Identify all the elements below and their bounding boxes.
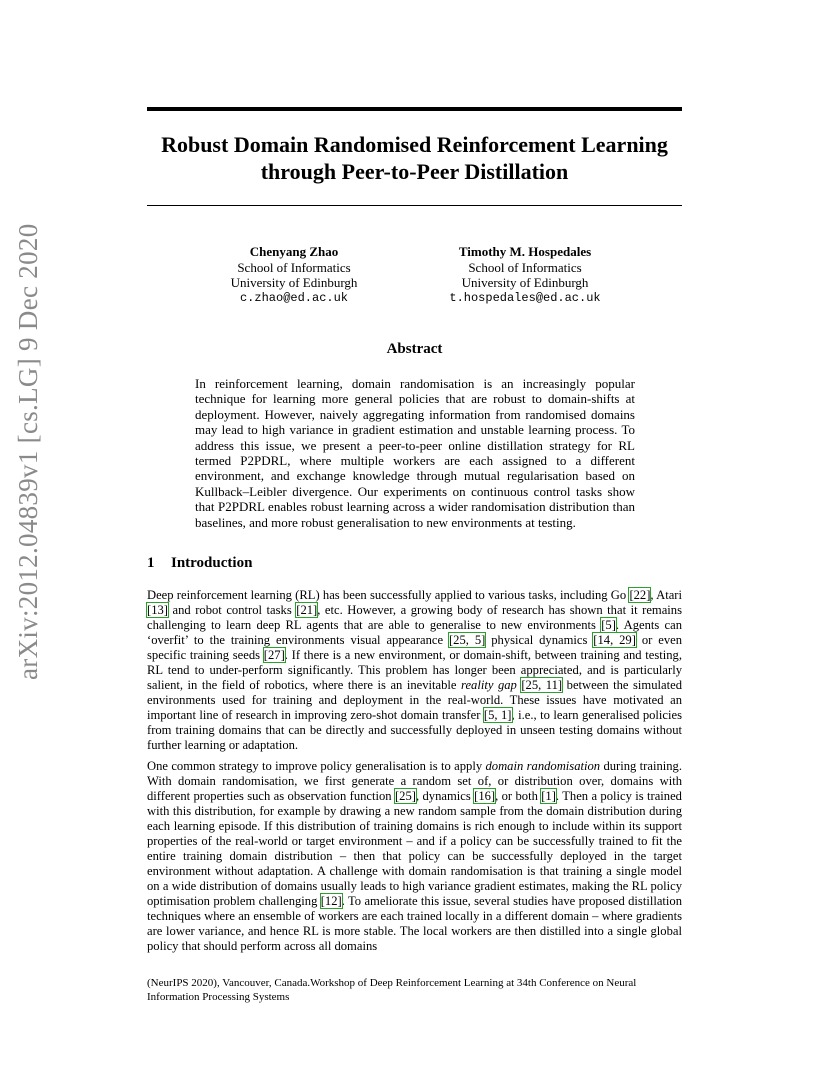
- abstract-heading: Abstract: [386, 341, 443, 357]
- citation-link[interactable]: [16]: [474, 789, 496, 803]
- citation-link[interactable]: [25]: [394, 789, 416, 803]
- citation-link[interactable]: [5]: [601, 618, 616, 632]
- author-email[interactable]: t.hospedales@ed.ac.uk: [449, 290, 601, 305]
- text-run: or even specific training seeds: [147, 633, 683, 662]
- text-run: physical dynamics: [485, 633, 594, 647]
- text-run: . If there is a new environment, or domain-shift, between training and testing, RL tend to under-perform significantly. This problem has longer been appreciated, and is particularly salient, in the field of robotics, where there is an inevitable: [147, 648, 683, 692]
- citation-link[interactable]: [12]: [320, 894, 342, 908]
- author-block-2: [440, 244, 610, 306]
- citation-link[interactable]: [14, 29]: [593, 633, 636, 647]
- text-run: , or both: [495, 789, 542, 803]
- author-email[interactable]: c.zhao@ed.ac.uk: [239, 290, 349, 305]
- text-run: during training. With domain randomisation, we first generate a random set of, or distribution over, domains with different properties such as observation function: [147, 759, 682, 803]
- title-line-2: through Peer-to-Peer Distillation: [260, 159, 569, 184]
- citation-link[interactable]: [27]: [263, 648, 285, 662]
- author-university: University of Edinburgh: [230, 275, 358, 290]
- section-heading-introduction: [147, 555, 252, 572]
- section-title: Introduction: [171, 555, 253, 571]
- text-run: . Agents can ‘overfit’ to the training environments visual appearance: [147, 618, 682, 647]
- title-top-rule: [147, 107, 682, 111]
- citation-link[interactable]: [25, 11]: [521, 678, 563, 692]
- author-department: School of Informatics: [468, 259, 582, 275]
- citation-link[interactable]: [21]: [296, 603, 318, 617]
- paragraph-1: [147, 588, 682, 753]
- citation-link[interactable]: [25, 5]: [448, 633, 486, 647]
- arxiv-identifier-stamp: arXiv:2012.04839v1 [cs.LG] 9 Dec 2020: [13, 223, 43, 680]
- emphasis-term: domain randomisation: [485, 759, 601, 773]
- abstract-text: In reinforcement learning, domain randomisation is an increasingly popular technique for learning more general policies that are robust to domain-shifts at deployment. However, naively aggregating information from randomised domains may lead to high variance in gradient estimation and unstable learning process. To address this issue, we present a peer-to-peer online distillation strategy for RL termed P2PDRL, where multiple workers are each assigned to a different environment, and exchange knowledge through mutual regularisation based on Kullback–Leibler divergence. Our experiments on continuous control tasks show that P2PDRL enables robust learning across a wider randomisation distribution than baselines, and more robust generalisation to new environments at testing.: [195, 376, 635, 530]
- citation-link[interactable]: [5, 1]: [483, 708, 512, 722]
- citation-link[interactable]: [13]: [147, 603, 168, 617]
- author-university: University of Edinburgh: [461, 275, 589, 290]
- author-block-1: [214, 244, 374, 306]
- footnote: (NeurIPS 2020), Vancouver, Canada.Workshop of Deep Reinforcement Learning at 34th Conference on Neural Information Processing Systems: [147, 977, 637, 1003]
- text-run: , dynamics: [415, 789, 475, 803]
- text-run: between the simulated environments used for training and deployment in the real-world. These issues have motivated an important line of research in improving zero-shot domain transfer: [147, 678, 682, 722]
- text-run: , etc. However, a growing body of research has shown that it remains challenging to learn deep RL agents that are able to generalise to new environments: [147, 603, 682, 632]
- author-department: School of Informatics: [237, 259, 351, 275]
- text-run: . To ameliorate this issue, several studies have proposed distillation techniques where an ensemble of workers are each trained locally in a different domain – where gradients are lower variance, and hence RL is more stable. The local workers are then distilled into a single global policy that should perform across all domains: [147, 894, 682, 953]
- author-name: Timothy M. Hospedales: [458, 244, 592, 259]
- title-bottom-rule: [147, 205, 682, 206]
- text-run: Deep reinforcement learning (RL) has been successfully applied to various tasks, including Go: [147, 588, 630, 602]
- text-run: and robot control tasks: [167, 603, 297, 617]
- text-run: One common strategy to improve policy generalisation is to apply: [147, 759, 486, 773]
- paper-title: [147, 131, 682, 185]
- text-run: , i.e., to learn generalised policies from training domains that can be directly and successfully deployed in unseen testing domains without further learning or adaptation.: [147, 708, 683, 752]
- paragraph-2: [147, 759, 682, 954]
- introduction-body: [147, 588, 682, 960]
- citation-link[interactable]: [1]: [541, 789, 556, 803]
- emphasis-term: reality gap: [461, 678, 517, 692]
- section-number: 1: [147, 555, 155, 571]
- citation-link[interactable]: [22]: [629, 588, 651, 602]
- author-name: Chenyang Zhao: [249, 244, 339, 259]
- text-run: . Then a policy is trained with this distribution, for example by drawing a new random sample from the domain distribution during each learning episode. If this distribution of training domains is rich enough to include within its support properties of the real-world or target environment – and if a policy can be successfully trained to fit the entire training domain distribution – then that policy can be successfully deployed in the target environment without adaptation. A challenge with domain randomisation is that training a single model on a wide distribution of domains usually leads to high variance gradient estimates, making the RL policy optimisation problem challenging: [147, 789, 682, 908]
- text-run: , Atari: [650, 588, 682, 602]
- title-line-1: Robust Domain Randomised Reinforcement Learning: [161, 132, 668, 157]
